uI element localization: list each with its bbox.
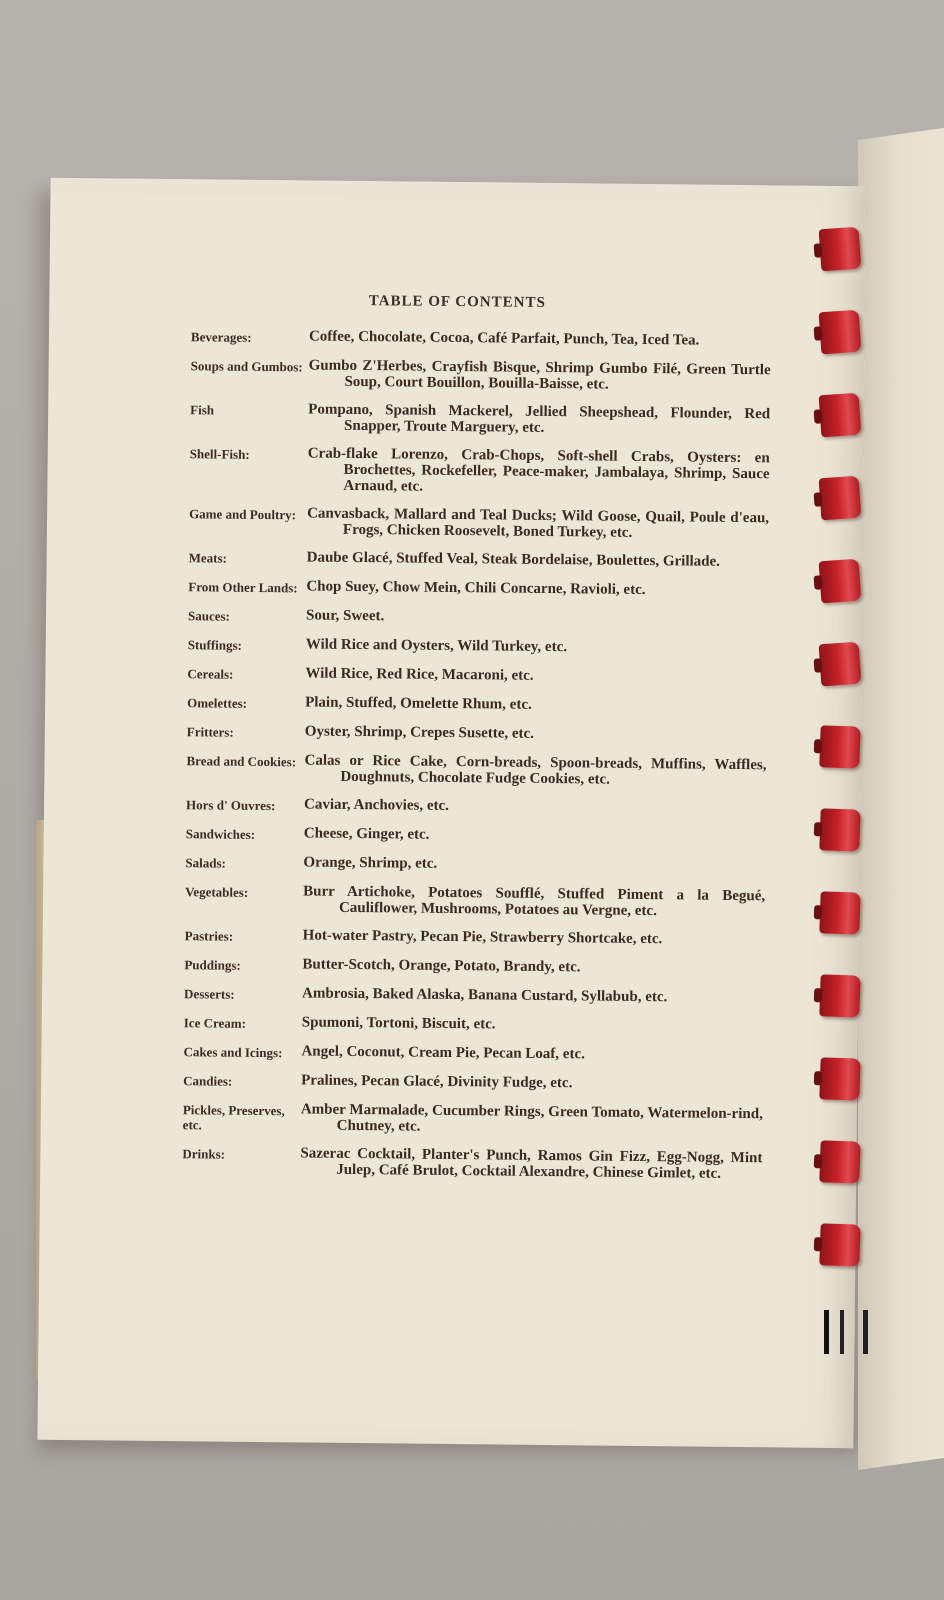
toc-category: Pickles, Preserves, etc. bbox=[182, 1102, 285, 1133]
toc-category: Vegetables: bbox=[185, 884, 249, 900]
toc-category: Pastries: bbox=[184, 928, 234, 944]
toc-category: Sandwiches: bbox=[185, 826, 256, 842]
toc-entry bbox=[183, 1100, 763, 1138]
toc-category: Hors d' Ouvres: bbox=[185, 797, 276, 814]
binding-ring bbox=[819, 1223, 860, 1266]
toc-items: Oyster, Shrimp, Crepes Susette, etc. bbox=[304, 723, 535, 742]
toc-category: Puddings: bbox=[184, 957, 241, 973]
toc-items: Calas or Rice Cake, Corn-breads, Spoon-breads, Muffins, Waffles, Doughnuts, Chocolate Fudge Cookies, etc. bbox=[304, 752, 767, 788]
binding-ring bbox=[819, 642, 862, 687]
binding-ring-end bbox=[824, 1310, 868, 1354]
table-of-contents bbox=[182, 327, 771, 1194]
toc-items: Gumbo Z'Herbes, Crayfish Bisque, Shrimp Gumbo Filé, Green Turtle Soup, Court Bouillon, Bouilla-Baisse, etc. bbox=[308, 357, 771, 393]
binding-ring bbox=[819, 1057, 860, 1100]
toc-entry bbox=[188, 577, 768, 600]
toc-entry bbox=[187, 693, 767, 716]
toc-items: Orange, Shrimp, etc. bbox=[303, 854, 438, 872]
toc-entry bbox=[185, 853, 765, 876]
toc-category: Fish bbox=[190, 402, 215, 418]
toc-items: Pralines, Pecan Glacé, Divinity Fudge, etc. bbox=[301, 1072, 573, 1092]
toc-category: Cereals: bbox=[187, 666, 234, 682]
toc-entry bbox=[184, 1013, 764, 1036]
toc-category: Bread and Cookies: bbox=[186, 753, 297, 770]
toc-category: Omelettes: bbox=[187, 695, 248, 711]
binding-ring bbox=[819, 808, 860, 851]
toc-entry bbox=[188, 606, 768, 629]
toc-entry bbox=[183, 1071, 763, 1094]
toc-category: Beverages: bbox=[190, 329, 252, 345]
toc-entry bbox=[189, 444, 769, 498]
toc-entry bbox=[187, 664, 767, 687]
toc-entry bbox=[187, 722, 767, 745]
toc-items: Burr Artichoke, Potatoes Soufflé, Stuffed Piment a la Begué, Cauliflower, Mushrooms, Potatoes au Vergne, etc. bbox=[303, 883, 766, 920]
toc-entry bbox=[188, 635, 768, 658]
binding-ring bbox=[819, 559, 862, 604]
toc-items: Coffee, Chocolate, Cocoa, Café Parfait, Punch, Tea, Iced Tea. bbox=[308, 328, 700, 349]
toc-entry bbox=[184, 984, 764, 1007]
toc-items: Angel, Coconut, Cream Pie, Pecan Loaf, etc. bbox=[301, 1043, 585, 1063]
toc-entry bbox=[182, 1144, 762, 1182]
book-page bbox=[37, 178, 866, 1448]
toc-category: Fritters: bbox=[186, 724, 234, 740]
toc-category: Sauces: bbox=[187, 608, 231, 624]
binding-ring bbox=[819, 1140, 860, 1183]
toc-entry bbox=[186, 824, 766, 847]
toc-category: From Other Lands: bbox=[188, 579, 298, 596]
toc-category: Desserts: bbox=[184, 986, 235, 1002]
toc-category: Ice Cream: bbox=[183, 1015, 247, 1031]
toc-entry bbox=[189, 504, 769, 542]
toc-entry bbox=[190, 356, 770, 394]
toc-category: Stuffings: bbox=[187, 637, 243, 653]
toc-entry bbox=[189, 548, 769, 571]
toc-items: Daube Glacé, Stuffed Veal, Steak Bordelaise, Boulettes, Grillade. bbox=[306, 549, 721, 570]
toc-category: Drinks: bbox=[182, 1146, 226, 1162]
toc-items: Caviar, Anchovies, etc. bbox=[303, 796, 450, 814]
toc-entry bbox=[191, 327, 771, 350]
next-page-edge bbox=[858, 126, 944, 1470]
toc-entry bbox=[183, 1042, 763, 1065]
toc-category: Candies: bbox=[183, 1073, 233, 1089]
toc-category: Game and Poultry: bbox=[189, 506, 297, 523]
toc-items: Chop Suey, Chow Mein, Chili Concarne, Ravioli, etc. bbox=[306, 578, 646, 599]
page-title: TABLE OF CONTENTS bbox=[368, 293, 546, 311]
toc-items: Wild Rice, Red Rice, Macaroni, etc. bbox=[305, 665, 534, 684]
toc-items: Crab-flake Lorenzo, Crab-Chops, Soft-shell Crabs, Oysters: en Brochettes, Rockefeller, Peace-maker, Jambalaya, Shrimp, Sauce Arnaud, etc. bbox=[307, 445, 770, 495]
binding-ring bbox=[819, 974, 860, 1017]
toc-entry bbox=[185, 926, 765, 949]
toc-items: Ambrosia, Baked Alaska, Banana Custard, Syllabub, etc. bbox=[302, 985, 668, 1006]
binding-ring bbox=[819, 725, 860, 768]
toc-items: Canvasback, Mallard and Teal Ducks; Wild Goose, Quail, Poule d'eau, Frogs, Chicken Roosevelt, Boned Turkey, etc. bbox=[307, 505, 770, 541]
binding-ring bbox=[819, 227, 862, 272]
toc-items: Cheese, Ginger, etc. bbox=[303, 825, 430, 843]
toc-entry bbox=[186, 795, 766, 818]
toc-category: Soups and Gumbos: bbox=[190, 358, 303, 375]
toc-entry bbox=[185, 882, 765, 920]
toc-category: Shell-Fish: bbox=[189, 446, 250, 462]
toc-items: Butter-Scotch, Orange, Potato, Brandy, etc. bbox=[302, 956, 581, 976]
toc-entry bbox=[184, 955, 764, 978]
toc-items: Sour, Sweet. bbox=[305, 607, 385, 625]
binding-ring bbox=[819, 393, 862, 438]
binding-ring bbox=[819, 476, 862, 521]
toc-category: Salads: bbox=[185, 855, 227, 871]
toc-items: Plain, Stuffed, Omelette Rhum, etc. bbox=[305, 694, 532, 713]
toc-entry bbox=[190, 400, 770, 438]
binding-ring bbox=[819, 891, 860, 934]
toc-items: Spumoni, Tortoni, Biscuit, etc. bbox=[301, 1014, 496, 1033]
toc-entry bbox=[186, 751, 766, 789]
toc-items: Pompano, Spanish Mackerel, Jellied Sheepshead, Flounder, Red Snapper, Troute Marguery, etc. bbox=[308, 401, 771, 436]
binding-ring bbox=[819, 310, 862, 355]
toc-items: Wild Rice and Oysters, Wild Turkey, etc. bbox=[305, 636, 568, 656]
toc-category: Meats: bbox=[188, 550, 228, 566]
toc-items: Amber Marmalade, Cucumber Rings, Green Tomato, Watermelon-rind, Chutney, etc. bbox=[300, 1101, 763, 1135]
toc-items: Hot-water Pastry, Pecan Pie, Strawberry Shortcake, etc. bbox=[302, 927, 663, 948]
toc-category: Cakes and Icings: bbox=[183, 1044, 283, 1061]
toc-items: Sazerac Cocktail, Planter's Punch, Ramos Gin Fizz, Egg-Nogg, Mint Julep, Café Brulot, Cocktail Alexandre, Chinese Gimlet, etc. bbox=[300, 1145, 763, 1182]
